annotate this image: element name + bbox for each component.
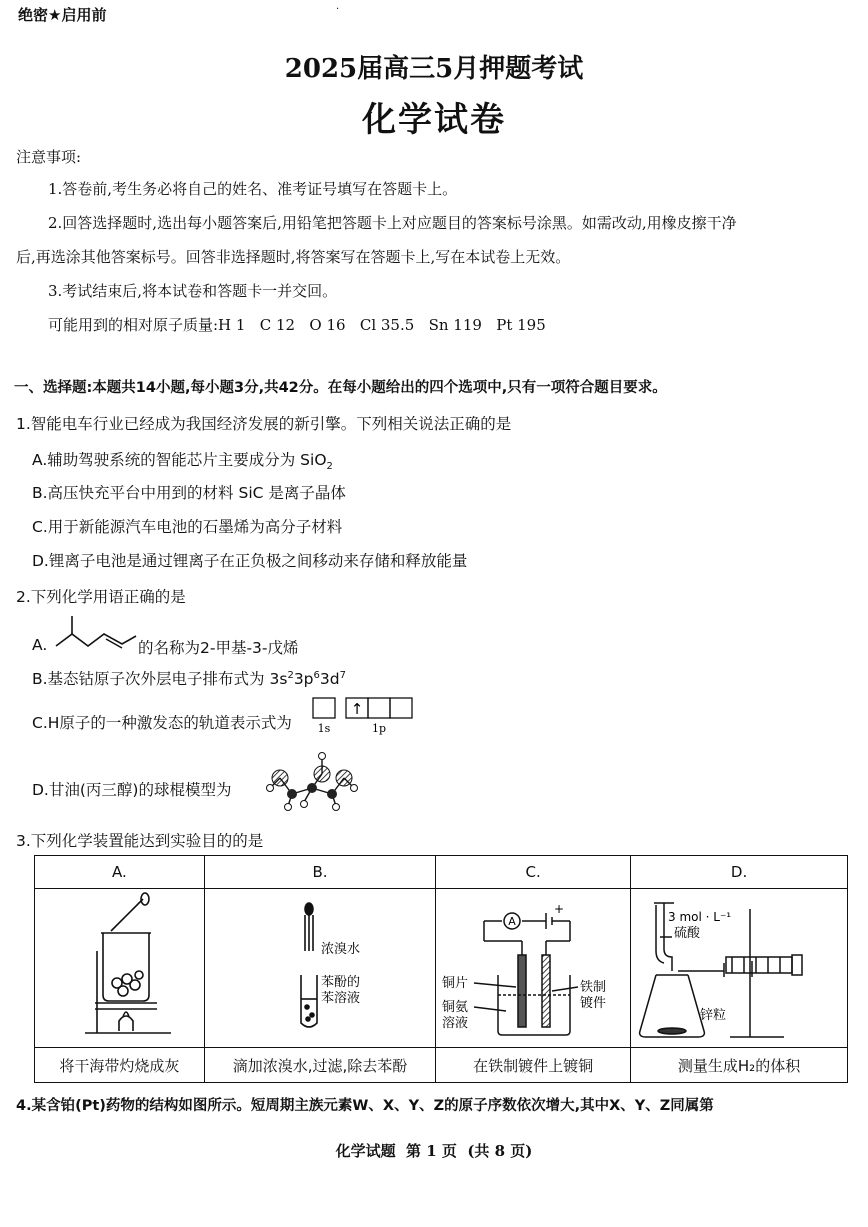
q3-caption-c: 在铁制镀件上镀铜 bbox=[436, 1048, 631, 1083]
q3-header-a: A. bbox=[35, 856, 205, 889]
subject-title: 化学试卷 bbox=[362, 100, 506, 140]
label-iron-2: 镀件 bbox=[580, 996, 607, 1011]
skeletal-formula-icon bbox=[52, 612, 140, 654]
label-copper: 铜片 bbox=[442, 976, 469, 991]
q4-stem: 4.某含铂(Pt)药物的结构如图所示。短周期主族元素W、X、Y、Z的原子序数依次增大,其中X、Y、Z同属第 bbox=[16, 1098, 714, 1114]
notice-heading: 注意事项: bbox=[16, 148, 82, 166]
secret-mark: 绝密★启用前 bbox=[18, 6, 107, 24]
q3-header-c: C. bbox=[436, 856, 631, 889]
q3-caption-b: 滴加浓溴水,过滤,除去苯酚 bbox=[204, 1048, 435, 1083]
notice-item-3: 3.考试结束后,将本试卷和答题卡一并交回。 bbox=[48, 282, 338, 300]
notice-item-2b: 后,再选涂其他答案标号。回答非选择题时,将答案写在答题卡上,写在本试卷上无效。 bbox=[16, 248, 571, 266]
battery-plus: + bbox=[554, 902, 565, 916]
label-solution-1: 铜氨 bbox=[442, 1000, 469, 1015]
q3-figure-a bbox=[35, 889, 205, 1048]
q3-header-d: D. bbox=[631, 856, 848, 889]
q3-caption-d: 测量生成H₂的体积 bbox=[631, 1048, 848, 1083]
q1-option-c: C.用于新能源汽车电池的石墨烯为高分子材料 bbox=[32, 518, 343, 536]
q2-option-b: B.基态钴原子次外层电子排布式为 $3s^23p^63d^7$ bbox=[32, 669, 346, 688]
q3-header-b: B. bbox=[204, 856, 435, 889]
q3-figure-b bbox=[204, 889, 435, 1048]
section-heading: 一、选择题:本题共14小题,每小题3分,共42分。在每小题给出的四个选项中,只有一项符合题目要求。 bbox=[14, 380, 667, 396]
q2-option-a-prefix: A. bbox=[32, 636, 48, 654]
orbital-up-arrow: ↑ bbox=[350, 700, 364, 718]
gas-volume-apparatus-icon bbox=[634, 891, 844, 1041]
orbital-label-1s: 1s bbox=[317, 722, 331, 735]
label-concentration: 3 mol · L⁻¹ bbox=[668, 910, 732, 924]
ammeter-label: A bbox=[508, 915, 516, 928]
q3-caption-a: 将干海带灼烧成灰 bbox=[35, 1048, 205, 1083]
q1-stem: 1.智能电车行业已经成为我国经济发展的新引擎。下列相关说法正确的是 bbox=[16, 415, 512, 433]
orbital-diagram-icon bbox=[312, 696, 420, 736]
q1-option-b: B.高压快充平台中用到的材料 SiC 是离子晶体 bbox=[32, 484, 346, 502]
q3-figure-c bbox=[436, 889, 631, 1048]
q1-option-d: D.锂离子电池是通过锂离子在正负极之间移动来存储和释放能量 bbox=[32, 552, 468, 570]
label-phenol-2: 苯溶液 bbox=[321, 991, 361, 1006]
q3-figure-d bbox=[631, 889, 848, 1048]
notice-item-2a: 2.回答选择题时,选出每小题答案后,用铅笔把答题卡上对应题目的答案标号涂黑。如需改动,用橡皮擦干净 bbox=[48, 214, 737, 232]
label-sulfuric-acid: 硫酸 bbox=[674, 926, 701, 941]
page-footer: 化学试题 第 1 页 (共 8 页) bbox=[335, 1142, 533, 1160]
dropper-testtube-icon bbox=[215, 891, 425, 1041]
q1-option-a: A.辅助驾驶系统的智能芯片主要成分为 SiO$_2$ bbox=[32, 451, 333, 473]
q3-stem: 3.下列化学装置能达到实验目的的是 bbox=[16, 832, 264, 850]
label-iron-1: 铁制 bbox=[580, 980, 607, 995]
q2-stem: 2.下列化学用语正确的是 bbox=[16, 588, 186, 606]
glycerol-ball-stick-icon bbox=[262, 748, 362, 812]
q2-option-c: C.H原子的一种激发态的轨道表示式为 bbox=[32, 714, 292, 732]
label-phenol-1: 苯酚的 bbox=[321, 975, 361, 990]
electroplating-cell-icon bbox=[438, 891, 628, 1041]
label-solution-2: 溶液 bbox=[442, 1016, 469, 1031]
exam-title: 2025届高三5月押题考试 bbox=[284, 54, 584, 84]
q3-apparatus-table bbox=[34, 855, 848, 1083]
notice-item-1: 1.答卷前,考生务必将自己的姓名、准考证号填写在答题卡上。 bbox=[48, 180, 458, 198]
q2-option-a-suffix: 的名称为2-甲基-3-戊烯 bbox=[138, 639, 299, 657]
label-zinc: 锌粒 bbox=[700, 1008, 727, 1023]
dot-mark: · bbox=[336, 4, 340, 15]
label-bromine-water: 浓溴水 bbox=[321, 942, 361, 957]
q2-option-d: D.甘油(丙三醇)的球棍模型为 bbox=[32, 781, 232, 799]
orbital-label-1p: 1p bbox=[371, 722, 387, 735]
beaker-burner-icon bbox=[39, 891, 199, 1041]
atomic-masses: 可能用到的相对原子质量:H 1 C 12 O 16 Cl 35.5 Sn 119 Pt 195 bbox=[48, 316, 546, 334]
